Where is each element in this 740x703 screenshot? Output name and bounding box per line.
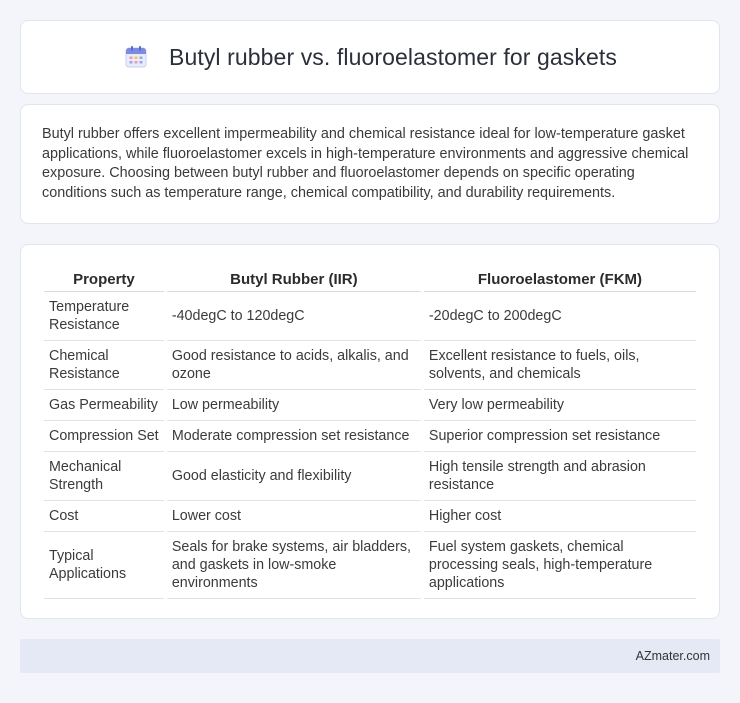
row-butyl-value: Good elasticity and flexibility [167,452,421,501]
row-property: Compression Set [44,421,164,452]
row-fkm-value: -20degC to 200degC [424,292,696,341]
table-row [44,501,696,532]
comparison-card [20,244,720,619]
calendar-icon [123,44,149,70]
row-fkm-value: Very low permeability [424,390,696,421]
row-fkm-value: Superior compression set resistance [424,421,696,452]
row-fkm-value: Excellent resistance to fuels, oils, solvents, and chemicals [424,341,696,390]
header-fluoroelastomer: Fluoroelastomer (FKM) [424,265,696,292]
row-property: Mechanical Strength [44,452,164,501]
header-butyl-rubber: Butyl Rubber (IIR) [167,265,421,292]
table-row [44,390,696,421]
table-header-row [44,265,696,292]
row-butyl-value: Good resistance to acids, alkalis, and ozone [167,341,421,390]
page-title: Butyl rubber vs. fluoroelastomer for gaskets [169,43,617,70]
row-property: Typical Applications [44,532,164,599]
row-butyl-value: Lower cost [167,501,421,532]
row-butyl-value: -40degC to 120degC [167,292,421,341]
row-butyl-value: Low permeability [167,390,421,421]
table-row [44,421,696,452]
comparison-table [41,265,699,599]
row-fkm-value: High tensile strength and abrasion resistance [424,452,696,501]
row-butyl-value: Seals for brake systems, air bladders, and gaskets in low-smoke environments [167,532,421,599]
table-row [44,292,696,341]
footer-bar [20,639,720,673]
title-card [20,20,720,94]
title-bar [123,44,617,71]
row-fkm-value: Higher cost [424,501,696,532]
table-row [44,341,696,390]
row-fkm-value: Fuel system gaskets, chemical processing seals, high-temperature applications [424,532,696,599]
intro-paragraph: Butyl rubber offers excellent impermeability and chemical resistance ideal for low-temperature gasket applications, while fluoroelastomer excels in high-temperature environments and aggressive chemical exposure. Choosing between butyl rubber and fluoroelastomer depends on specific operating conditions such as temperature range, chemical compatibility, and durability requirements. [42,126,689,201]
row-property: Temperature Resistance [44,292,164,341]
row-property: Cost [44,501,164,532]
intro-card [20,104,720,224]
table-row [44,532,696,599]
row-property: Chemical Resistance [44,341,164,390]
row-butyl-value: Moderate compression set resistance [167,421,421,452]
header-property: Property [44,265,164,292]
table-row [44,452,696,501]
row-property: Gas Permeability [44,390,164,421]
footer-brand: AZmater.com [635,649,710,663]
